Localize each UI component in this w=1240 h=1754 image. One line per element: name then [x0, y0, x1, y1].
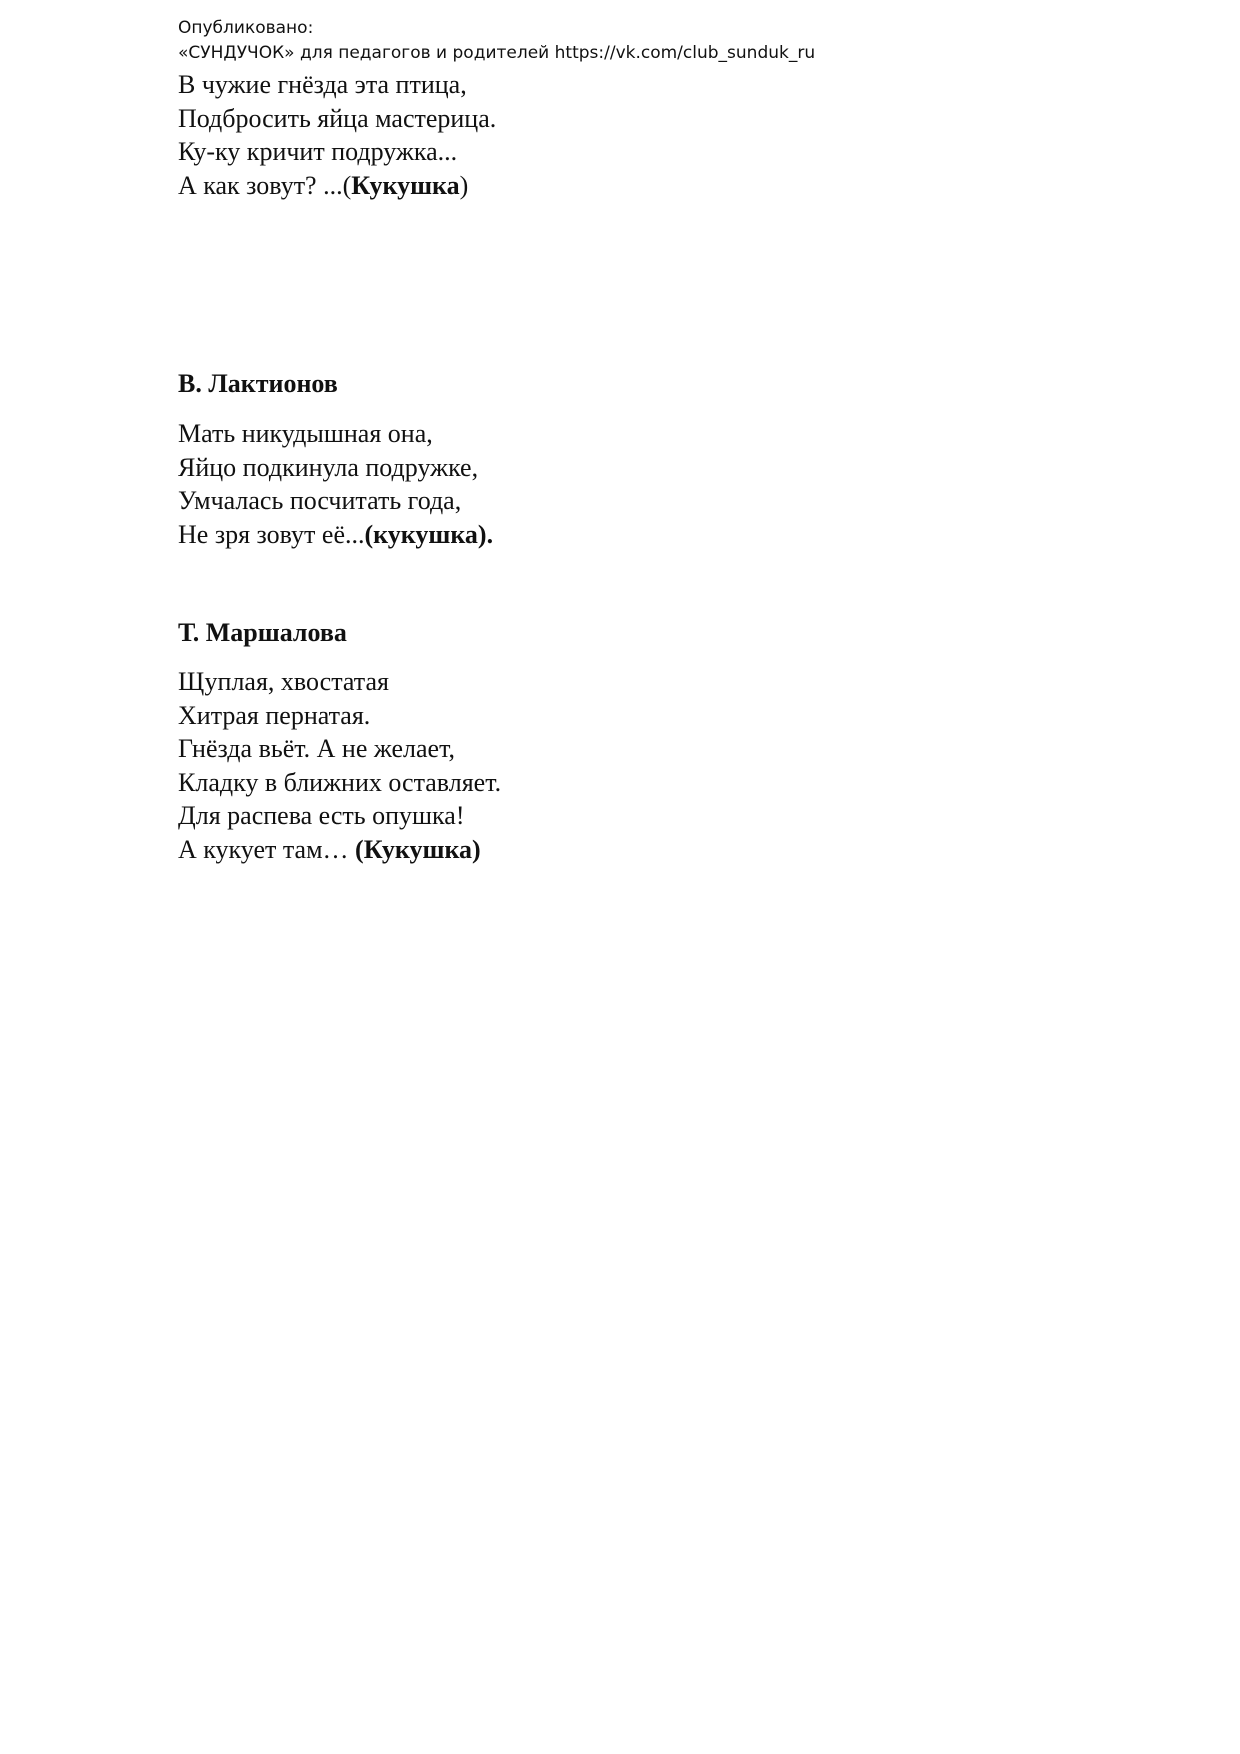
- published-label: Опубликовано:: [178, 18, 314, 38]
- poem-line: Для распева есть опушка!: [178, 801, 465, 830]
- riddle-poem-2: [178, 417, 493, 551]
- poem-line: Подбросить яйца мастерица.: [178, 103, 497, 133]
- riddle-poem-1: [178, 68, 496, 202]
- riddle-answer: Кукушка: [351, 170, 460, 200]
- poem-line: Яйцо подкинула подружке,: [178, 452, 479, 482]
- poem-line: Щуплая, хвостатая: [178, 667, 389, 696]
- answer-prefix: А как зовут? ...(: [178, 170, 352, 200]
- poem-line: В чужие гнёзда эта птица,: [178, 70, 467, 99]
- answer-suffix: ): [459, 170, 469, 200]
- source-line: «СУНДУЧОК» для педагогов и родителей https://vk.com/club_sunduk_ru: [178, 43, 816, 63]
- author-name-laktionov: В. Лактионов: [178, 369, 338, 398]
- poem-line: Мать никудышная она,: [178, 419, 433, 448]
- poem-line: Хитрая пернатая.: [178, 700, 371, 730]
- author-name-marshalova: Т. Маршалова: [178, 618, 347, 647]
- riddle-poem-3: [178, 665, 501, 866]
- publication-header: [178, 16, 815, 66]
- answer-prefix: Не зря зовут её...: [178, 519, 365, 549]
- poem-line: Кладку в ближних оставляет.: [178, 767, 502, 797]
- answer-prefix: А кукует там…: [178, 834, 356, 864]
- riddle-answer: (Кукушка): [355, 834, 481, 864]
- poem-answer-line: [178, 518, 493, 552]
- poem-answer-line: [178, 833, 501, 867]
- poem-line: Умчалась посчитать года,: [178, 486, 462, 515]
- poem-line: Гнёзда вьёт. А не желает,: [178, 734, 455, 763]
- riddle-answer: (кукушка).: [364, 519, 494, 549]
- poem-line: Ку-ку кричит подружка...: [178, 137, 458, 166]
- poem-answer-line: [178, 169, 496, 203]
